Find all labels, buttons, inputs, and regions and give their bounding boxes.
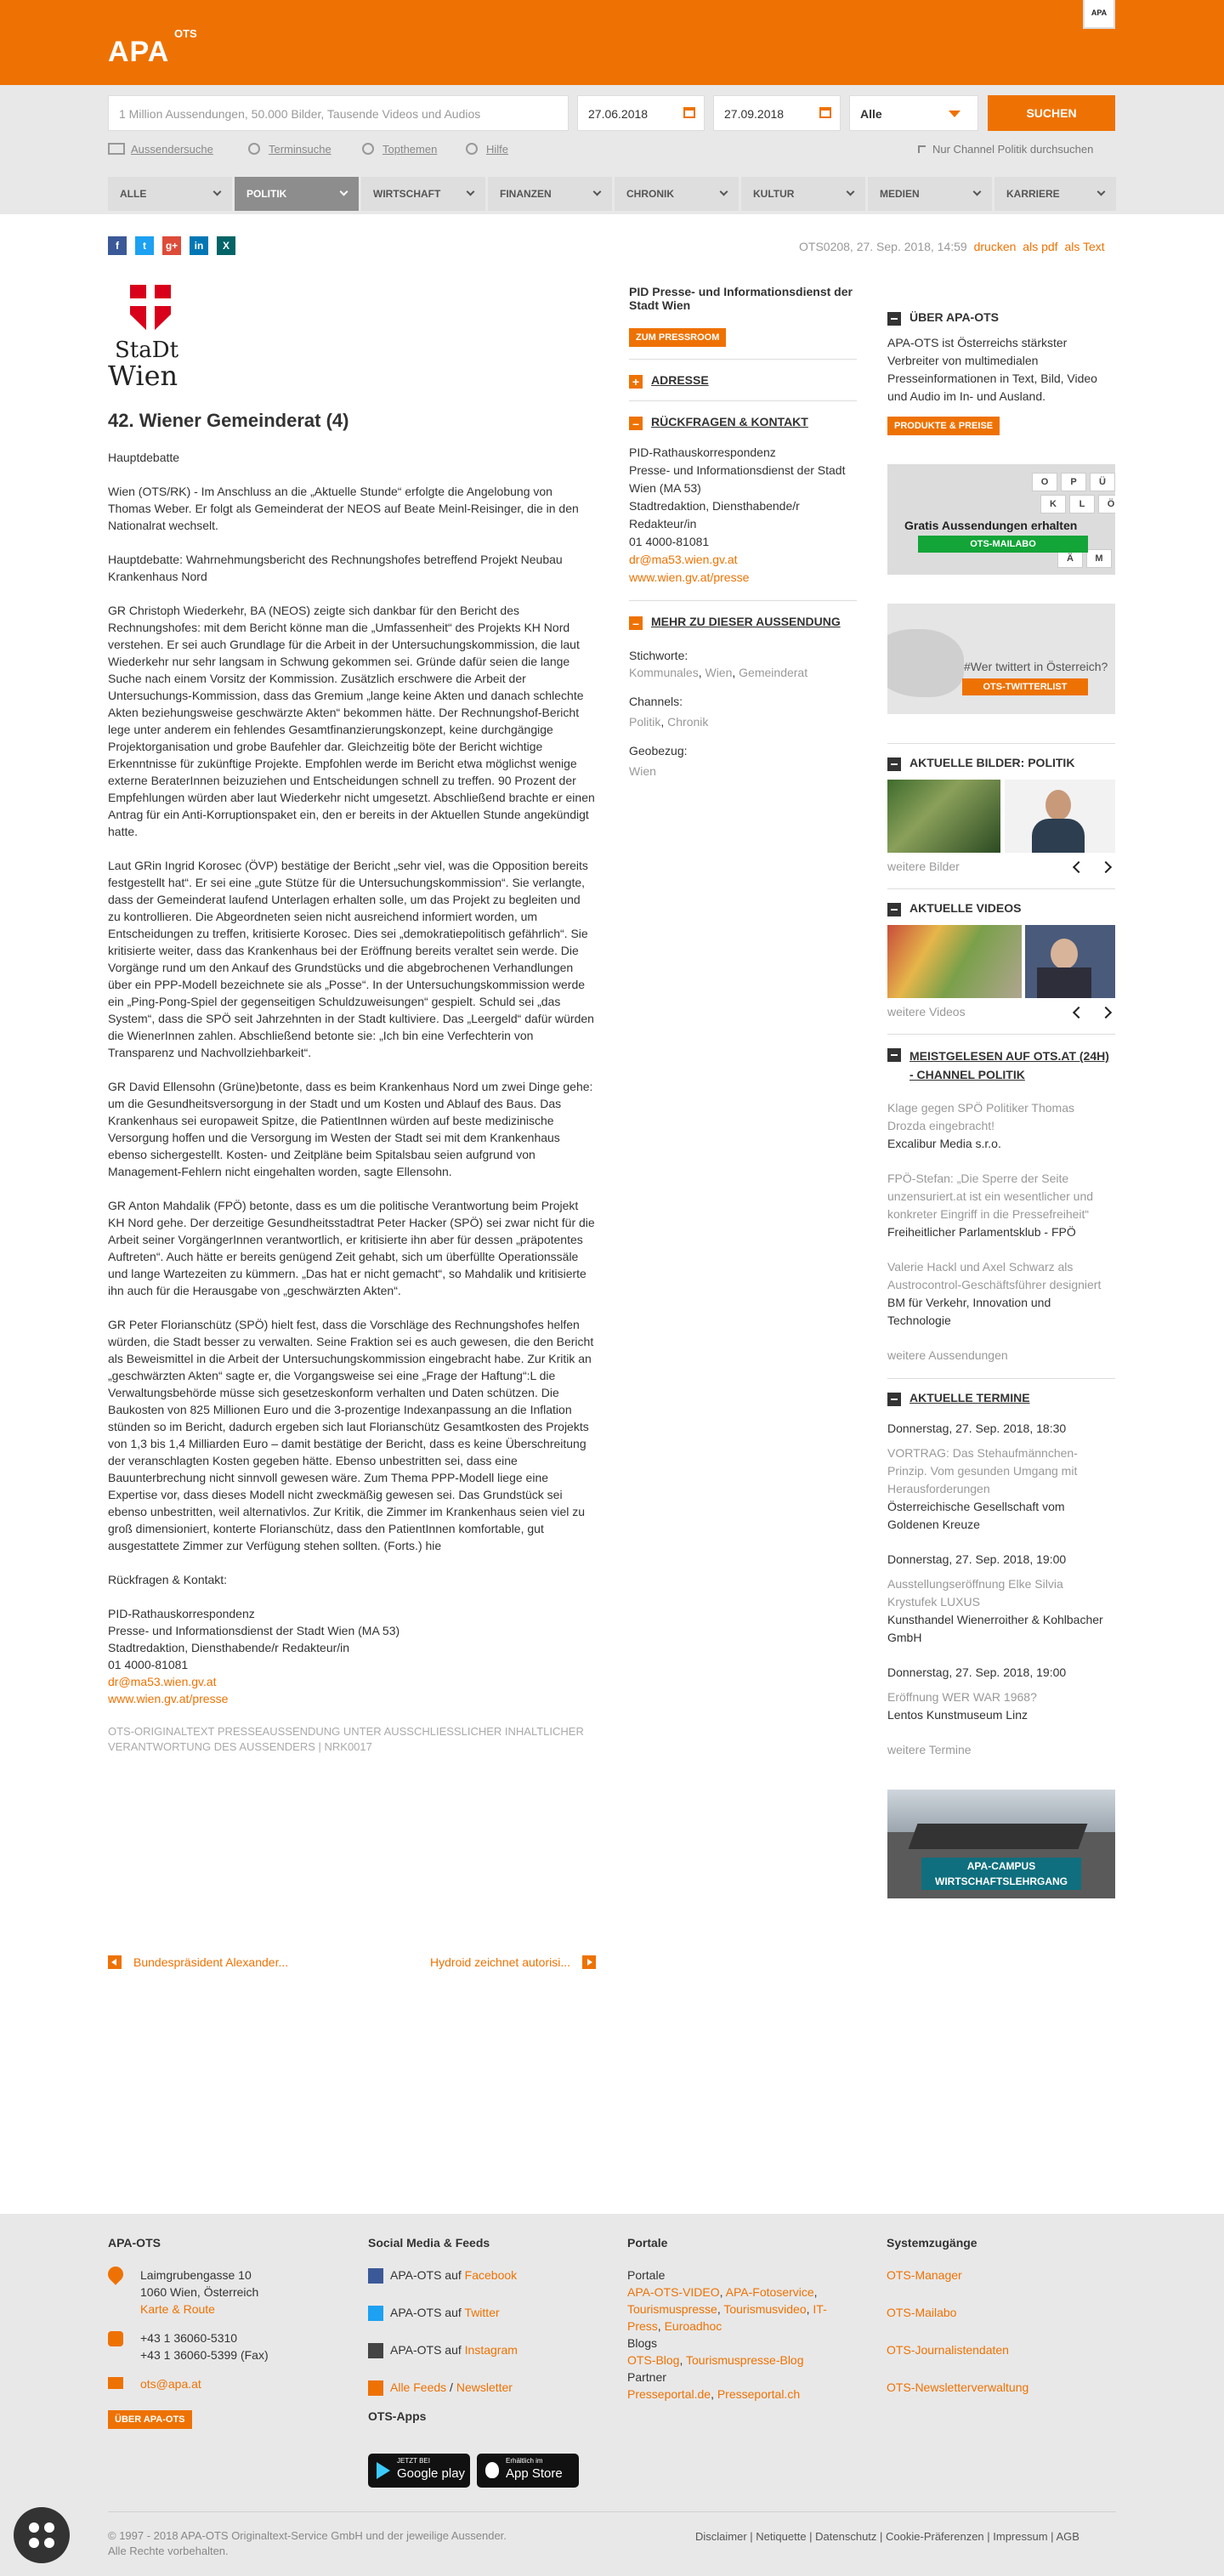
sender-search-icon <box>108 143 125 155</box>
pictures-heading: AKTUELLE BILDER: POLITIK <box>887 756 1115 769</box>
chevron-down-icon <box>593 188 602 196</box>
event-link[interactable]: Ausstellungseröffnung Elke Silvia Krystufek LUXUS <box>887 1577 1063 1609</box>
more-section[interactable] <box>629 613 857 630</box>
sender-email-link[interactable]: dr@ma53.wien.gv.at <box>629 553 738 566</box>
type-selected-value: Alle <box>860 107 882 121</box>
event-item <box>887 1551 1115 1647</box>
dot-icon <box>29 2538 39 2548</box>
divider <box>629 600 857 601</box>
article-paragraph: Hauptdebatte: Wahrnehmungsbericht des Rechnungshofes betreffend Projekt Neubau Krankenhaus Nord <box>108 553 563 583</box>
keyword-link[interactable]: Kommunales <box>629 666 699 679</box>
chevron-down-icon <box>467 188 475 196</box>
gallery-thumbnail[interactable] <box>1005 780 1115 853</box>
key: M <box>1086 549 1112 568</box>
portal-link[interactable]: Tourismusvideo <box>723 2302 807 2316</box>
nav-label: KULTUR <box>753 188 795 200</box>
campus-line2: WIRTSCHAFTSLEHRGANG <box>935 1875 1068 1887</box>
article-paragraph: GR Christoph Wiederkehr, BA (NEOS) zeigte sich dankbar für den Bericht des Rechnungshofes: mit dem Bericht könne man die „Umfassenheit“ des Projekts KH Nord verstehen. Er sei auch Grundlage für die Arbeit in der Untersuchungskommission, die laut Wiederkehr nur sehr langsam in Schwung gekommen sei. Gründe dafür seien die lange Suche nach einem Vorsitz der Kommission. Zusätzlich erschwere die Arbeit der Untersuchungs-Kommission, dass das Gremium „lange keine Akten und danach schlechte Akten beziehungsweise geschwärzte Akten“ bekommen hätte. Der Rechnungshof-Bericht lege unter anderem ein fehlendes Gesamtfinanzierungskonzept, keine durchgängige Projektorganisation und grobe Baufehler dar. Gleichzeitig böte der Bericht wichtige Erkenntnisse für zukünftige Projekte. Empfohlen werde im Bericht etwa möglichst wenige externe BeraterInnen beizuziehen und Entscheidungen schnell zu treffen. 90 Prozent der Empfehlungen würden aber laut Wiederkehr nicht umgesetzt. Abschließend brachte er einen Antrag für ein Anti-Korruptionspaket ein, den er bereits in der Aktuellen Stunde angekündigt hatte. <box>108 604 595 838</box>
key: K <box>1040 495 1066 513</box>
campus-line1: APA-CAMPUS <box>966 1860 1036 1872</box>
separator: / <box>450 2380 453 2394</box>
copyright-line: © 1997 - 2018 APA-OTS Originaltext-Service GmbH und der jeweilige Aussender. <box>108 2529 507 2542</box>
legal-link[interactable]: Datenschutz <box>815 2530 877 2543</box>
google-play-badge[interactable] <box>368 2454 470 2488</box>
most-read-source: Excalibur Media s.r.o. <box>887 1137 1001 1150</box>
article-title: 42. Wiener Gemeinderat (4) <box>108 410 349 431</box>
apa-ots-logo[interactable] <box>108 27 197 68</box>
search-placeholder: 1 Million Aussendungen, 50.000 Bilder, Tausende Videos und Audios <box>119 107 481 121</box>
date-to-field[interactable] <box>713 95 841 131</box>
channel-nav <box>108 177 1116 211</box>
about-text: APA-OTS ist Österreichs stärkster Verbreiter von multimedialen Presseinformationen in Text, Bild, Video und Audio im In- und Ausland. <box>887 336 1097 403</box>
email-link[interactable]: ots@apa.at <box>140 2377 201 2391</box>
events-list <box>887 1420 1115 1759</box>
most-read-link[interactable]: FPÖ-Stefan: „Die Sperre der Seite unzensuriert.at ist ein wesentlicher und konkreter Eingriff in die Pressefreiheit“ <box>887 1172 1094 1221</box>
corner-icon <box>918 145 926 153</box>
twitter-link[interactable]: Twitter <box>464 2306 500 2319</box>
prev-release-link[interactable]: Bundespräsident Alexander... <box>133 1955 289 1969</box>
key: O <box>1032 473 1057 491</box>
footer-col-social <box>368 2236 589 2481</box>
clock-icon <box>248 143 260 155</box>
mailabo-ad[interactable] <box>887 464 1115 575</box>
sender-web-link[interactable]: www.wien.gv.at/presse <box>629 570 750 584</box>
dot-icon <box>44 2522 54 2533</box>
chevron-down-icon <box>720 188 728 196</box>
event-organizer: Lentos Kunstmuseum Linz <box>887 1708 1028 1722</box>
logo-sup: OTS <box>174 27 197 40</box>
contact-email-link[interactable]: dr@ma53.wien.gv.at <box>108 1675 217 1688</box>
linkedin-icon[interactable]: in <box>190 236 208 255</box>
next-arrow-icon[interactable] <box>582 1955 596 1969</box>
most-read-item <box>887 1258 1115 1330</box>
twitter-bird-icon <box>887 629 964 697</box>
copyright-line: Alle Rechte vorbehalten. <box>108 2545 229 2557</box>
most-read-source: BM für Verkehr, Innovation und Technologie <box>887 1296 1051 1327</box>
videos-gallery <box>887 925 1115 998</box>
instagram-icon <box>368 2343 383 2358</box>
blog-link[interactable]: Tourismuspresse-Blog <box>686 2353 804 2367</box>
about-heading: ÜBER APA-OTS <box>887 310 1115 324</box>
fax-line: +43 1 36060-5399 (Fax) <box>140 2348 269 2362</box>
date-to-value: 27.09.2018 <box>724 107 785 121</box>
contact-line: 01 4000-81081 <box>629 535 710 548</box>
mailabo-button[interactable]: OTS-MAILABO <box>918 536 1088 553</box>
compass-icon <box>362 143 374 155</box>
contact-line: Stadtredaktion, Diensthabende/r Redakteur/in <box>629 499 800 531</box>
contact-line: PID-Rathauskorrespondenz <box>629 445 776 459</box>
phone-line: +43 1 36060-5310 <box>140 2331 238 2345</box>
legal-link[interactable]: Disclaimer <box>695 2530 747 2543</box>
nav-politik[interactable] <box>235 177 359 211</box>
nav-label: POLITIK <box>246 188 287 200</box>
legal-link[interactable]: Cookie-Präferenzen <box>886 2530 984 2543</box>
app-store-badge[interactable] <box>477 2454 579 2488</box>
portal-link[interactable]: APA-OTS-VIDEO <box>627 2285 720 2299</box>
ots-note: OTS-ORIGINALTEXT PRESSEAUSSENDUNG UNTER AUSSCHLIESSLICHER INHALTLICHER VERANTWORTUNG DES AUSSENDERS | NRK0017 <box>108 1725 584 1753</box>
system-link[interactable]: OTS-Mailabo <box>887 2306 957 2319</box>
more-pictures-link[interactable]: weitere Bilder <box>887 860 960 873</box>
store-small-text: Erhältlich im <box>506 2457 543 2465</box>
more-videos-link[interactable]: weitere Videos <box>887 1005 966 1018</box>
article-body <box>108 449 596 1772</box>
video-thumbnail[interactable] <box>887 925 1022 998</box>
event-link[interactable]: Eröffnung WER WAR 1968? <box>887 1690 1037 1704</box>
portal-link[interactable]: APA-Fotoservice <box>725 2285 814 2299</box>
googleplus-icon[interactable]: g+ <box>162 236 181 255</box>
blogs-label: Blogs <box>627 2336 658 2350</box>
nav-label: ALLE <box>120 188 147 200</box>
rss-icon <box>368 2380 383 2396</box>
release-id: OTS0208, 27. Sep. 2018, 14:59 <box>799 240 967 253</box>
blog-link[interactable]: OTS-Blog <box>627 2353 680 2367</box>
address-line: Laimgrubengasse 10 <box>140 2268 252 2282</box>
newsletter-link[interactable]: Newsletter <box>456 2380 513 2394</box>
cross-bar <box>146 285 155 334</box>
apple-icon <box>485 2462 499 2478</box>
event-item <box>887 1420 1115 1534</box>
link-aussendersuche[interactable]: Aussendersuche <box>131 143 213 156</box>
address-heading: ADRESSE <box>651 373 709 387</box>
sender-sidebar: PID Presse- und Informationsdienst der Stadt Wien ZUM PRESSROOM + ADRESSE – RÜCKFRAGEN & KONTAKT PID-Rathauskorrespondenz Presse- und Informationsdienst der Stadt Wien (MA 53) Stadtredaktion, Diensthabende/r Redakteur/in 01 4000-81081 dr@ma53.wien.gv.at www.wien.gv.at/presse – MEHR ZU DIESER AUSSENDUNG Stichworte: Kommunales, Wien, Gemeinderat Channels: Politik, Chronik Geobezug: Wien <box>629 285 857 780</box>
products-button[interactable]: PRODUKTE & PREISE <box>887 417 1000 435</box>
footer-heading: APA-OTS <box>108 2236 161 2250</box>
contact-web-link[interactable]: www.wien.gv.at/presse <box>108 1692 229 1705</box>
gallery-thumbnail[interactable] <box>887 780 1000 853</box>
divider <box>108 2511 1116 2512</box>
date-from-field[interactable] <box>577 95 705 131</box>
logo-text: APA <box>108 36 170 68</box>
play-icon <box>377 2462 390 2479</box>
event-date: Donnerstag, 27. Sep. 2018, 19:00 <box>887 1665 1067 1679</box>
logo-line2: Wien <box>108 360 178 392</box>
key: Ä <box>1057 549 1083 568</box>
divider <box>629 359 857 360</box>
about-button[interactable]: ÜBER APA-OTS <box>108 2410 192 2429</box>
campus-label <box>921 1858 1081 1890</box>
divider <box>887 1034 1115 1035</box>
apps-heading: OTS-Apps <box>368 2409 427 2423</box>
channel-only-label: Nur Channel Politik durchsuchen <box>932 143 1094 156</box>
release-meta <box>799 238 1105 255</box>
divider <box>887 1378 1115 1379</box>
calendar-icon[interactable] <box>819 107 831 118</box>
pressroom-button[interactable]: ZUM PRESSROOM <box>629 328 726 347</box>
nav-karriere[interactable] <box>994 177 1116 211</box>
nav-label: WIRTSCHAFT <box>373 188 441 200</box>
key: Ö <box>1098 495 1115 513</box>
article-paragraph: GR Anton Mahdalik (FPÖ) betonte, dass es um die politische Verantwortung beim Projekt KH Nord gehe. Der derzeitige Gesundheitsstadtrat Peter Hacker (SPÖ) sei zwar nicht für die Arbeit seiner VorgängerInnen verantwortlich, er kritisierte ihn aber für dessen „präpotentes Auftreten“. Auch hätte er bereits genügend Zeit gehabt, sich um überfüllte Operationssäle und lange Wartezeiten zu kümmern. „Das hat er nicht gemacht“, so Mahdalik und kritisierte ihn auch für die Herausgabe von „geschwärzten Akten“. <box>108 1199 595 1297</box>
minus-icon: – <box>629 417 643 430</box>
contact-line: Presse- und Informationsdienst der Stadt Wien (MA 53) <box>108 1624 400 1637</box>
type-select[interactable] <box>849 95 978 131</box>
mail-icon <box>108 2377 123 2389</box>
partner-label: Partner <box>627 2370 666 2384</box>
map-pin-icon <box>105 2263 126 2284</box>
portal-link[interactable]: Euroadhoc <box>664 2319 722 2333</box>
address-line: 1060 Wien, Österreich <box>140 2285 259 2299</box>
plus-icon: + <box>629 375 643 389</box>
twitterlist-button[interactable]: OTS-TWITTERLIST <box>962 678 1088 695</box>
most-read-item <box>887 1099 1115 1153</box>
footer-heading: Social Media & Feeds <box>368 2236 490 2250</box>
event-date: Donnerstag, 27. Sep. 2018, 19:00 <box>887 1552 1067 1566</box>
top-header <box>0 0 1224 85</box>
arrow-left-icon[interactable] <box>1073 861 1085 873</box>
system-link[interactable]: OTS-Manager <box>887 2268 962 2282</box>
divider <box>887 743 1115 744</box>
store-big-text: Google play <box>397 2466 466 2481</box>
store-big-text: App Store <box>506 2466 563 2481</box>
channel-link[interactable]: Chronik <box>667 715 709 729</box>
chevron-down-icon <box>340 188 348 196</box>
chevron-down-icon <box>1097 188 1106 196</box>
pictures-gallery <box>887 780 1115 853</box>
ad-text: Gratis Aussendungen erhalten <box>904 519 1078 532</box>
legal-link[interactable]: AGB <box>1056 2530 1080 2543</box>
search-button[interactable]: SUCHEN <box>988 95 1115 131</box>
chevron-down-icon <box>949 111 960 117</box>
most-read-link[interactable]: Valerie Hackl und Axel Schwarz als Austrocontrol-Geschäftsführer designiert <box>887 1260 1102 1291</box>
nav-label: KARRIERE <box>1006 188 1060 200</box>
link-topthemen[interactable]: Topthemen <box>382 143 438 156</box>
print-link[interactable]: drucken <box>973 240 1017 253</box>
event-link[interactable]: VORTRAG: Das Stehaufmännchen-Prinzip. Vom gesunden Umgang mit Herausforderungen <box>887 1446 1078 1495</box>
more-heading: MEHR ZU DIESER AUSSENDUNG <box>651 615 841 628</box>
apa-badge[interactable]: APA <box>1083 0 1115 29</box>
search-input[interactable] <box>108 95 569 131</box>
nav-finanzen[interactable] <box>488 177 612 211</box>
nav-kultur[interactable] <box>741 177 865 211</box>
twitter-icon[interactable]: t <box>135 236 154 255</box>
legal-link[interactable]: Netiquette <box>756 2530 807 2543</box>
contact-line: 01 4000-81081 <box>108 1658 189 1671</box>
dot-icon <box>44 2538 54 2548</box>
xing-icon[interactable]: X <box>217 236 235 255</box>
event-organizer: Österreichische Gesellschaft vom Goldenen Kreuze <box>887 1500 1065 1531</box>
calendar-icon[interactable] <box>683 107 695 118</box>
footer-col-portals: Portale Portale APA-OTS-VIDEO, APA-Fotoservice, Tourismuspresse, Tourismusvideo, IT-Press, Euroadhoc Blogs OTS-Blog, Tourismuspresse-Blog Partner Presseportal.de, Presseportal.ch <box>627 2236 848 2403</box>
minus-icon: – <box>629 616 643 630</box>
article-paragraph: GR David Ellensohn (Grüne)betonte, dass es beim Krankenhaus Nord um zwei Dinge gehe: um die Gesundheitsversorgung in der Stadt und um Kosten und Ablauf des Baus. Das Krankenhaus sei europaweit Spitze, die PatientInnen würden auf beste medizinische Versorgung hoffen und die Versorgung im Westen der Stadt sei mit dem Krankenhaus ebenso sichergestellt. Kosten- und Zeitpläne beim Spitalsbau seien aufgrund von Management-Fehlern nicht eingehalten worden, sagte Ellensohn. <box>108 1080 593 1178</box>
most-read-source: Freiheitlicher Parlamentsklub - FPÖ <box>887 1225 1076 1239</box>
key: L <box>1069 495 1095 513</box>
system-link[interactable]: OTS-Newsletterverwaltung <box>887 2380 1029 2394</box>
nav-label: MEDIEN <box>880 188 920 200</box>
contact-line: PID-Rathauskorrespondenz <box>108 1607 255 1620</box>
dot-icon <box>29 2522 39 2533</box>
event-organizer: Kunsthandel Wienerroither & Kohlbacher GmbH <box>887 1613 1103 1644</box>
prev-next-nav <box>108 1954 596 1971</box>
phone-icon <box>108 2331 123 2346</box>
partner-link[interactable]: Presseportal.ch <box>717 2387 801 2401</box>
social-prefix: APA-OTS auf <box>390 2306 462 2319</box>
keyword-link[interactable]: Gemeinderat <box>739 666 808 679</box>
twitter-icon <box>368 2306 383 2321</box>
chevron-down-icon <box>213 188 222 196</box>
sender-contact <box>629 444 857 587</box>
facebook-link[interactable]: Facebook <box>464 2268 518 2282</box>
nav-label: FINANZEN <box>500 188 552 200</box>
system-link[interactable]: OTS-Journalistendaten <box>887 2343 1009 2357</box>
event-date: Donnerstag, 27. Sep. 2018, 18:30 <box>887 1421 1067 1435</box>
facebook-icon <box>368 2268 383 2284</box>
article-paragraph: GR Peter Florianschütz (SPÖ) hielt fest, dass die Vorschläge des Rechnungshofes helfen würden, die Stadt besser zu verwalten. Seine Fraktion sei es auch gewesen, die den Bericht als Beweismittel in die Arbeit der Untersuchungskommission eingebracht habe. Zur Kritik an „geschwärzten Akten“ sagte er, die Vorgangsweise sei eine „Frage der Haftung“:L die Verwaltungsbehörde müsse sich gesetzeskonform verhalten und Daten schützen. Die Baukosten von 825 Millionen Euro und die 3-prozentige Indexanpassung an die Inflation stünden so im Bericht, dadurch ergeben sich laut Florianschütz Gesamtkosten des Projekts von 1,3 bis 1,4 Milliarden Euro – damit bestätige der Bericht, dass es keine Überschreitung der veranschlagten Kosten gegeben hätte. Ebenso unbestritten sei, dass eine Bauunterbrechung nicht sinnvoll gewesen wäre. Zum Thema PPP-Modell liege eine Expertise vor, dass dieses Modell nicht zweckmäßig gewesen sei. Das Grundstück sei ebenso unbestritten, weil alternativlos. Zur Kritik, die Zimmer im Krankenhaus seien viel zu groß dimensioniert, konterte Florianschütz, dass den PatientInnen komfortable, gut ausgestattete Zimmer zur Verfügung stehen sollten. (Forts.) hie <box>108 1318 594 1552</box>
portal-link[interactable]: IT-Press <box>627 2302 827 2333</box>
event-item <box>887 1664 1115 1724</box>
portrait-head <box>1051 939 1078 969</box>
map-link[interactable]: Karte & Route <box>140 2302 215 2316</box>
channel-only-checkbox[interactable] <box>918 141 1093 158</box>
key: Ü <box>1090 473 1115 491</box>
most-read-item <box>887 1170 1115 1241</box>
footer <box>0 2214 1224 2576</box>
feeds-link[interactable]: Alle Feeds <box>390 2380 447 2394</box>
key: P <box>1061 473 1086 491</box>
divider <box>887 888 1115 889</box>
portals-label: Portale <box>627 2268 666 2282</box>
ad-text: #Wer twittert in Österreich? <box>964 660 1108 673</box>
portrait-head <box>1046 790 1071 820</box>
footer-heading: Portale <box>627 2236 668 2250</box>
more-events-link[interactable]: weitere Termine <box>887 1743 972 1756</box>
article-subtitle: Hauptdebatte <box>108 451 180 464</box>
most-read-heading: MEISTGELESEN AUF OTS.AT (24H) - CHANNEL POLITIK <box>887 1047 1115 1084</box>
stadt-wien-logo <box>108 285 193 391</box>
arrow-left-icon[interactable] <box>1073 1007 1085 1018</box>
logo-line1: StaDt <box>115 338 179 363</box>
article-contact <box>108 1605 596 1707</box>
next-release-link[interactable]: Hydroid zeichnet autorisi... <box>430 1955 570 1969</box>
link-hilfe[interactable]: Hilfe <box>486 143 509 156</box>
desk-shape <box>909 1824 1088 1849</box>
facebook-icon[interactable]: f <box>108 236 127 255</box>
footer-heading: Systemzugänge <box>887 2236 978 2250</box>
portrait-body <box>1032 819 1085 853</box>
nav-chronik[interactable] <box>615 177 739 211</box>
keywords-label: Stichworte: <box>629 649 688 662</box>
nav-medien[interactable] <box>868 177 992 211</box>
geo-label: Geobezug: <box>629 744 688 757</box>
date-from-value: 27.06.2018 <box>588 107 649 121</box>
social-prefix: APA-OTS auf <box>390 2268 462 2282</box>
most-read-link[interactable]: Klage gegen SPÖ Politiker Thomas Drozda eingebracht! <box>887 1101 1074 1132</box>
copyright <box>108 2528 507 2559</box>
chevron-down-icon <box>847 188 855 196</box>
contact-heading: RÜCKFRAGEN & KONTAKT <box>651 415 808 428</box>
legal-links: Disclaimer | Netiquette | Datenschutz | Cookie-Präferenzen | Impressum | AGB <box>695 2530 1080 2543</box>
legal-link[interactable]: Impressum <box>993 2530 1048 2543</box>
prev-arrow-icon[interactable] <box>108 1955 122 1969</box>
cookie-settings-button[interactable] <box>14 2507 70 2563</box>
twitterlist-ad[interactable] <box>887 604 1115 714</box>
contact-line: Stadtredaktion, Diensthabende/r Redakteur/in <box>108 1641 350 1654</box>
arrow-right-icon[interactable] <box>1100 861 1112 873</box>
text-link[interactable]: als Text <box>1064 240 1105 253</box>
geo-link[interactable]: Wien <box>629 764 656 778</box>
pdf-link[interactable]: als pdf <box>1023 240 1058 253</box>
store-small-text: JETZT BEI <box>397 2457 430 2465</box>
sender-name[interactable]: PID Presse- und Informationsdienst der Stadt Wien <box>629 285 853 312</box>
videos-heading: AKTUELLE VIDEOS <box>887 901 1115 915</box>
channel-link[interactable]: Politik <box>629 715 661 729</box>
channels-label: Channels: <box>629 695 683 708</box>
article-paragraph: Laut GRin Ingrid Korosec (ÖVP) bestätige der Bericht „sehr viel, was die Opposition bereits festgestellt hat“. Er sei eine „gute Stütze für die Untersuchungskommission“. Sie verlangte, dass der Gemeinderat laufend Unterlagen erhalten solle, um das Projekt zu begleiten und zu kontrollieren. Die Abgeordneten seien nicht ausreichend informiert worden, um Entscheidungen zu treffen, kritisierte Korosec. Dies sei „demokratiepolitisch gefährlich“. Sie kritisierte weiter, dass das Krankenhaus bei der Eröffnung bereits veraltet sein werde. Die Vorgänge rund um den Ankauf des Grundstücks und die abgebrochenen Verhandlungen über ein PPP-Modell bezeichnete sie als „Posse“. In der Untersuchungskommission werde ein „Ping-Pong-Spiel der gegenseitigen Schuldzuweisungen“ gespielt. Schuld sei „das System“, dass die SPÖ seit Jahrzehnten in der Stadt kultiviere. Das „Leergeld“ dafür würden die WienerInnen zahlen. Abschließend betonte sie: „Ich bin eine Verfechterin von Transparenz und Nachvollziehbarkeit“. <box>108 859 594 1059</box>
contact-section[interactable] <box>629 413 857 430</box>
info-icon <box>466 143 478 155</box>
campus-ad[interactable] <box>887 1790 1115 1898</box>
instagram-link[interactable]: Instagram <box>464 2343 518 2357</box>
footer-col-apa <box>108 2236 329 2429</box>
portal-link[interactable]: Tourismuspresse <box>627 2302 717 2316</box>
address-section[interactable] <box>629 372 857 389</box>
arrow-right-icon[interactable] <box>1100 1007 1112 1018</box>
nav-alle[interactable] <box>108 177 232 211</box>
more-releases-link[interactable]: weitere Aussendungen <box>887 1348 1008 1362</box>
right-sidebar <box>887 310 1115 1898</box>
link-terminsuche[interactable]: Terminsuche <box>269 143 332 156</box>
events-heading: AKTUELLE TERMINE <box>887 1391 1115 1404</box>
nav-label: CHRONIK <box>626 188 674 200</box>
partner-link[interactable]: Presseportal.de <box>627 2387 711 2401</box>
footer-col-system <box>887 2236 1108 2396</box>
article-paragraph: Wien (OTS/RK) - Im Anschluss an die „Aktuelle Stunde“ erfolgte die Angelobung von Thomas Weber. Er folgt als Gemeinderat der NEOS auf Beate Meinl-Reisinger, die in den Nationalrat wechselt. <box>108 485 579 532</box>
chevron-down-icon <box>973 188 982 196</box>
divider <box>629 400 857 401</box>
keyword-link[interactable]: Wien <box>705 666 733 679</box>
video-thumbnail[interactable] <box>1025 925 1115 998</box>
portrait-body <box>1037 967 1091 998</box>
contact-line: Presse- und Informationsdienst der Stadt Wien (MA 53) <box>629 463 846 495</box>
nav-wirtschaft[interactable] <box>361 177 485 211</box>
contact-label: Rückfragen & Kontakt: <box>108 1573 228 1586</box>
social-prefix: APA-OTS auf <box>390 2343 462 2357</box>
most-read-list <box>887 1099 1115 1365</box>
